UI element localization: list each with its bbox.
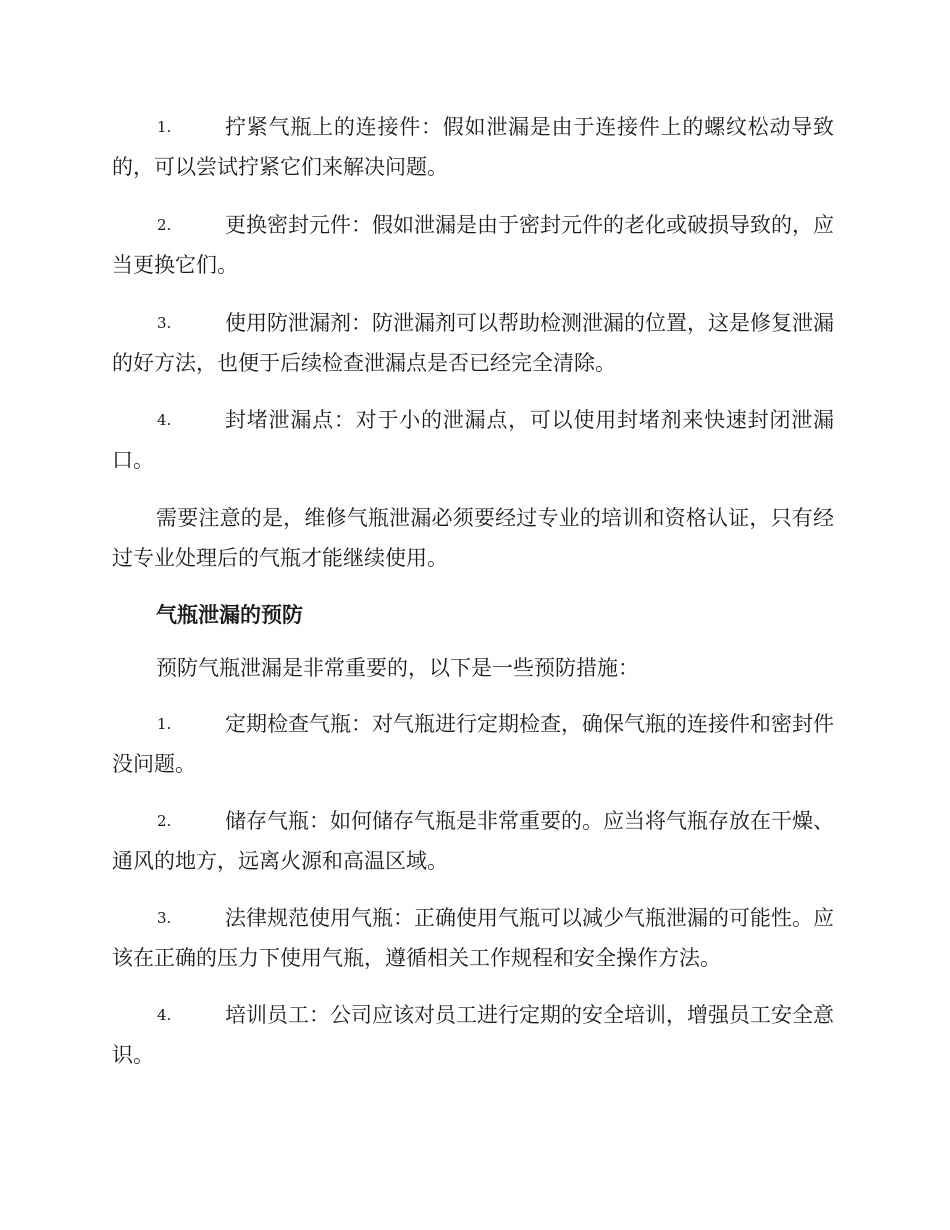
repair-list-item-2 [112,205,834,285]
list-number: 2. [157,812,172,830]
list-item-text: 封堵泄漏点：对于小的泄漏点，可以使用封堵剂来快速封闭泄漏口。 [112,408,834,472]
list-item-text: 更换密封元件：假如泄漏是由于密封元件的老化或破损导致的，应当更换它们。 [112,213,834,277]
list-number: 4. [157,1006,172,1024]
list-item-text: 拧紧气瓶上的连接件：假如泄漏是由于连接件上的螺纹松动导致的，可以尝试拧紧它们来解决问题。 [112,115,834,179]
list-number: 1. [157,118,172,136]
list-number: 3. [157,909,172,927]
prevention-list-item-4 [112,995,834,1075]
prevention-list-item-2 [112,801,834,881]
list-item-text: 定期检查气瓶：对气瓶进行定期检查，确保气瓶的连接件和密封件没问题。 [112,712,834,776]
prevention-list-item-1 [112,704,834,784]
prevention-list-item-3 [112,898,834,978]
list-number: 1. [157,715,172,733]
repair-list-item-3 [112,303,834,383]
section-heading [112,595,834,635]
prevention-intro [112,648,834,688]
repair-list-item-1 [112,107,834,187]
list-item-text: 储存气瓶：如何储存气瓶是非常重要的。应当将气瓶存放在干燥、通风的地方，远离火源和高温区域。 [112,809,834,873]
paragraph-text: 需要注意的是，维修气瓶泄漏必须要经过专业的培训和资格认证，只有经过专业处理后的气瓶才能继续使用。 [112,506,834,570]
list-number: 4. [157,411,172,429]
list-number: 3. [157,314,172,332]
paragraph-text: 预防气瓶泄漏是非常重要的，以下是一些预防措施： [156,656,639,680]
list-number: 2. [157,216,172,234]
heading-text: 气瓶泄漏的预防 [156,602,303,627]
list-item-text: 培训员工：公司应该对员工进行定期的安全培训，增强员工安全意识。 [112,1003,834,1067]
list-item-text: 使用防泄漏剂：防泄漏剂可以帮助检测泄漏的位置，这是修复泄漏的好方法，也便于后续检查泄漏点是否已经完全清除。 [112,311,834,375]
repair-list-item-4 [112,400,834,480]
note-paragraph [112,498,834,578]
list-item-text: 法律规范使用气瓶：正确使用气瓶可以减少气瓶泄漏的可能性。应该在正确的压力下使用气瓶，遵循相关工作规程和安全操作方法。 [112,906,834,970]
